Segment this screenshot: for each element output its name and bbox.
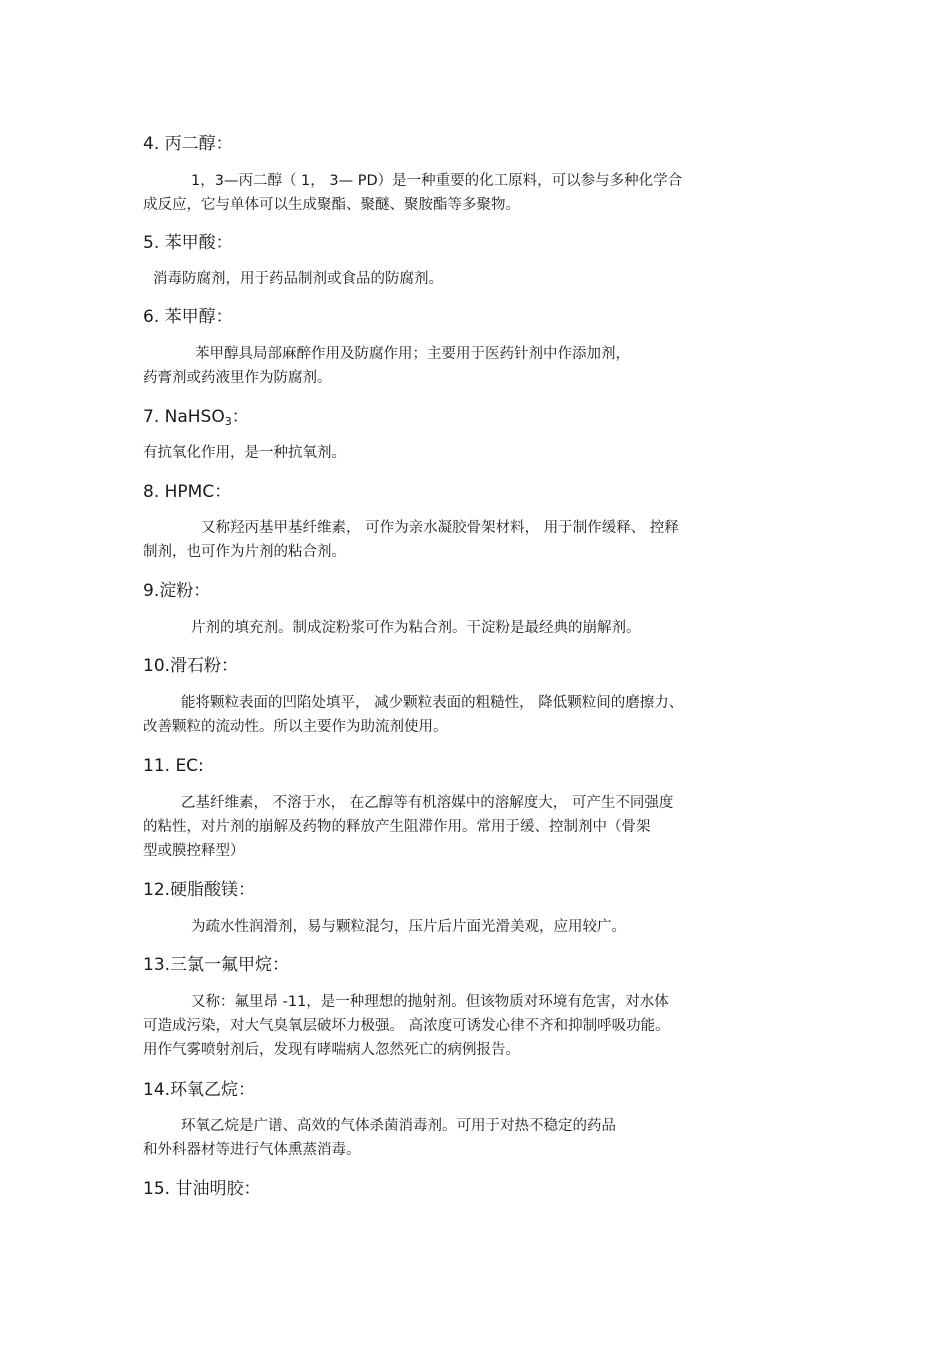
entry-8-line-2: 制剂，也可作为片剂的粘合剂。 [143,544,346,560]
entry-4-line-2: 成反应，它与单体可以生成聚酯、聚醚、聚胺酯等多聚物。 [143,197,520,213]
entry-7-title-main: 7. NaHSO [143,407,225,427]
entry-6-title: 6. 苯甲醇： [143,307,233,327]
entry-12-title: 12.硬脂酸镁： [143,880,256,900]
entry-7-line-1: 有抗氧化作用，是一种抗氧剂。 [143,445,346,461]
entry-11-line-2: 的粘性，对片剂的崩解及药物的释放产生阻滞作用。常用于缓、控制剂中（骨架 [143,819,651,835]
entry-5-line-1: 消毒防腐剂，用于药品制剂或食品的防腐剂。 [153,271,443,287]
entry-9-line-1: 片剂的填充剂。制成淀粉浆可作为粘合剂。干淀粉是最经典的崩解剂。 [191,620,641,636]
entry-5-title: 5. 苯甲酸： [143,233,233,253]
entry-6-line-2: 药膏剂或药液里作为防腐剂。 [143,370,332,386]
entry-10-line-1: 能将颗粒表面的凹陷处填平， 减少颗粒表面的粗糙性， 降低颗粒间的磨擦力、 [181,695,684,711]
entry-13-line-1: 又称：氟里昂 -11，是一种理想的抛射剂。但该物质对环境有危害，对水体 [191,994,669,1010]
entry-8-title: 8. HPMC： [143,482,232,502]
entry-6-line-1: 苯甲醇具局部麻醉作用及防腐作用；主要用于医药针剂中作添加剂， [195,346,630,362]
entry-14-title: 14.环氧乙烷： [143,1080,256,1100]
entry-11-line-3: 型或膜控释型） [143,843,245,859]
entry-7-title-subscript: 3 [224,415,232,428]
entry-10-line-2: 改善颗粒的流动性。所以主要作为助流剂使用。 [143,719,448,735]
entry-13-line-3: 用作气雾喷射剂后，发现有哮喘病人忽然死亡的病例报告。 [143,1042,520,1058]
entry-11-title: 11. EC: [143,756,204,776]
entry-4-line-1: 1，3—丙二醇（ 1， 3— PD）是一种重要的化工原料，可以参与多种化学合 [191,173,683,189]
entry-14-line-1: 环氧乙烷是广谱、高效的气体杀菌消毒剂。可用于对热不稳定的药品 [181,1118,616,1134]
entry-4-title: 4. 丙二醇： [143,134,233,154]
entry-10-title: 10.滑石粉： [143,656,239,676]
entry-11-line-1: 乙基纤维素， 不溶于水， 在乙醇等有机溶媒中的溶解度大， 可产生不同强度 [181,795,674,811]
entry-8-line-1: 又称羟丙基甲基纤维素， 可作为亲水凝胶骨架材料， 用于制作缓释、 控释 [201,520,679,536]
entry-14-line-2: 和外科器材等进行气体熏蒸消毒。 [143,1142,361,1158]
entry-12-line-1: 为疏水性润滑剂，易与颗粒混匀，压片后片面光滑美观，应用较广。 [191,919,626,935]
entry-13-title: 13.三氯一氟甲烷： [143,955,290,975]
entry-15-title: 15. 甘油明胶： [143,1179,261,1199]
entry-7-title [143,406,249,433]
entry-7-title-colon: ： [231,407,249,427]
entry-13-line-2: 可造成污染，对大气臭氧层破坏力极强。 高浓度可诱发心律不齐和抑制呼吸功能。 [143,1018,670,1034]
entry-9-title: 9.淀粉： [143,581,211,601]
